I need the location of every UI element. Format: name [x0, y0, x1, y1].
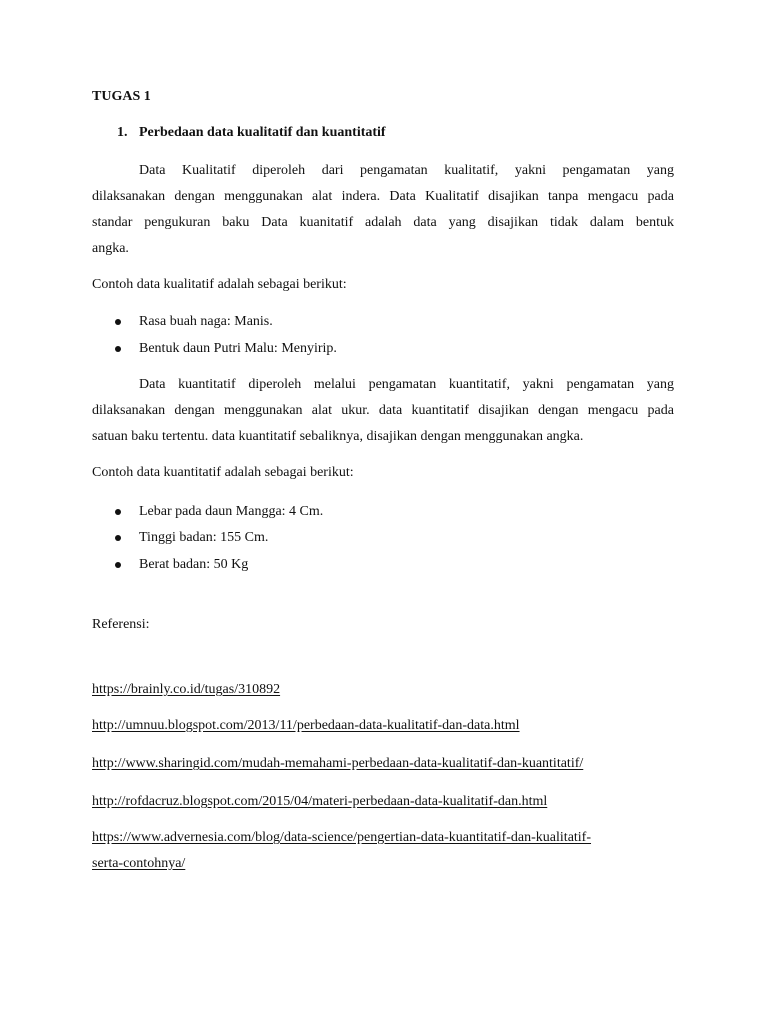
references-label: Referensi: [92, 617, 150, 632]
paragraph-line: Data kuantitatif diperoleh melalui pengamatan kuantitatif, yakni pengamatan yang [139, 377, 674, 392]
paragraph-line: dilaksanakan dengan menggunakan alat ukur. data kuantitatif disajikan dengan mengacu pada [92, 403, 674, 418]
section-number: 1. [117, 125, 128, 140]
section-heading: Perbedaan data kualitatif dan kuantitatif [139, 125, 386, 140]
reference-link-continuation[interactable]: serta-contohnya/ [92, 856, 186, 871]
reference-link[interactable]: http://umnuu.blogspot.com/2013/11/perbedaan-data-kualitatif-dan-data.html [92, 718, 520, 733]
quantitative-intro: Contoh data kuantitatif adalah sebagai berikut: [92, 465, 354, 480]
bullet-icon [115, 535, 121, 541]
paragraph-line: standar pengukuran baku Data kuanitatif adalah data yang disajikan tidak dalam bentuk [92, 215, 674, 230]
reference-link[interactable]: http://www.sharingid.com/mudah-memahami-perbedaan-data-kualitatif-dan-kuantitatif/ [92, 756, 584, 771]
paragraph-line: dilaksanakan dengan menggunakan alat indera. Data Kualitatif disajikan tanpa mengacu pada [92, 189, 674, 204]
bullet-icon [115, 562, 121, 568]
list-item-text: Tinggi badan: 155 Cm. [139, 530, 269, 545]
reference-link[interactable]: https://www.advernesia.com/blog/data-science/pengertian-data-kuantitatif-dan-kualitatif- [92, 830, 592, 845]
bullet-icon [115, 509, 121, 515]
list-item-text: Berat badan: 50 Kg [139, 557, 249, 572]
list-item-text: Rasa buah naga: Manis. [139, 314, 273, 329]
list-item-text: Lebar pada daun Mangga: 4 Cm. [139, 504, 324, 519]
bullet-icon [115, 346, 121, 352]
reference-link[interactable]: https://brainly.co.id/tugas/310892 [92, 682, 281, 697]
qualitative-intro: Contoh data kualitatif adalah sebagai berikut: [92, 277, 347, 292]
paragraph-line: Data Kualitatif diperoleh dari pengamatan kualitatif, yakni pengamatan yang [139, 163, 674, 178]
bullet-icon [115, 319, 121, 325]
list-item-text: Bentuk daun Putri Malu: Menyirip. [139, 341, 337, 356]
paragraph-line: satuan baku tertentu. data kuantitatif sebaliknya, disajikan dengan menggunakan angka. [92, 429, 584, 444]
reference-link[interactable]: http://rofdacruz.blogspot.com/2015/04/materi-perbedaan-data-kualitatif-dan.html [92, 794, 548, 809]
document-title: TUGAS 1 [92, 89, 151, 104]
paragraph-line: angka. [92, 241, 129, 256]
